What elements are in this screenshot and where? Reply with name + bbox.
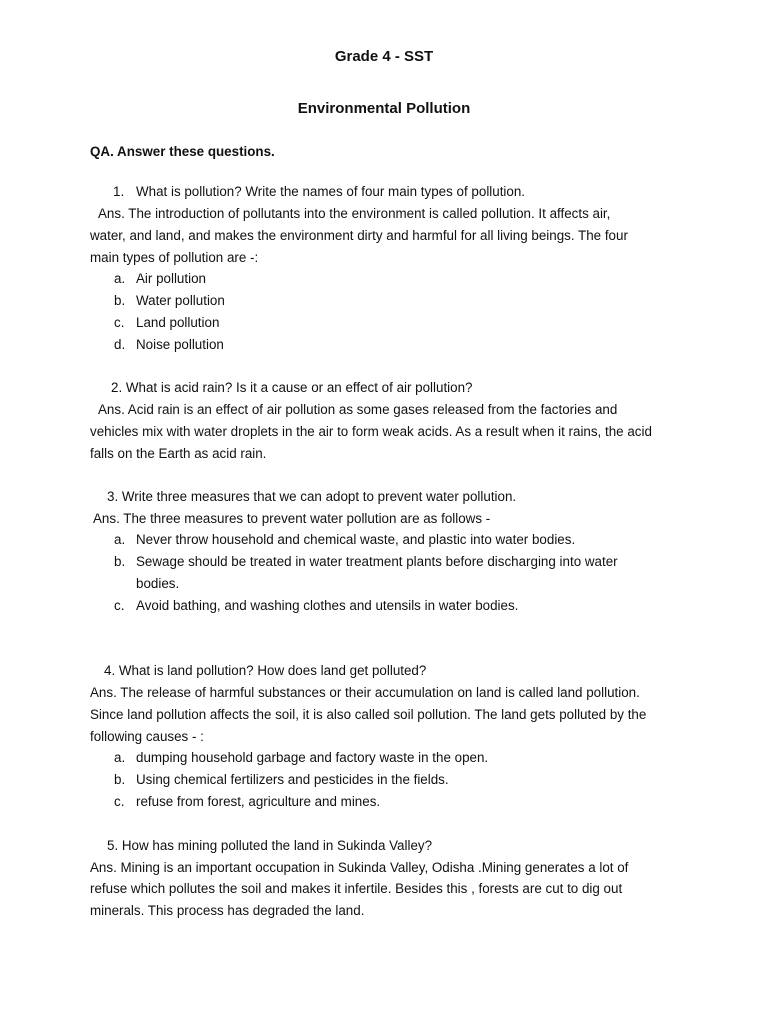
q1-item-text: Water pollution (136, 293, 225, 308)
q4-item-text: dumping household garbage and factory waste in the open. (136, 750, 489, 765)
q1-answer-line: water, and land, and makes the environment dirty and harmful for all living beings. The four (90, 228, 628, 243)
q2-question: 2. What is acid rain? Is it a cause or an effect of air pollution? (111, 380, 473, 395)
q4-item-marker: a. (114, 750, 126, 765)
q2-answer-line: vehicles mix with water droplets in the air to form weak acids. As a result when it rains, the acid (90, 424, 652, 439)
q1-item-text: Air pollution (136, 271, 206, 286)
q4-answer-line: following causes - : (90, 729, 204, 744)
q1-question: What is pollution? Write the names of four main types of pollution. (136, 184, 526, 199)
q4-item-text: Using chemical fertilizers and pesticides in the fields. (136, 772, 449, 787)
q4-answer-line: Ans. The release of harmful substances or their accumulation on land is called land pollution. (90, 685, 640, 700)
q1-answer-line: main types of pollution are -: (90, 250, 259, 265)
q3-item-text: bodies. (136, 576, 180, 591)
q4-item-marker: b. (114, 772, 126, 787)
q5-answer-line: refuse which pollutes the soil and makes it infertile. Besides this , forests are cut to dig out (90, 881, 623, 896)
q3-item-marker: b. (114, 554, 126, 569)
q4-item-text: refuse from forest, agriculture and mines. (136, 794, 381, 809)
q3-item-marker: a. (114, 532, 126, 547)
q2-answer-line: Ans. Acid rain is an effect of air pollution as some gases released from the factories and (98, 402, 618, 417)
q1-item-text: Noise pollution (136, 337, 224, 352)
q5-question: 5. How has mining polluted the land in Sukinda Valley? (107, 838, 433, 853)
q3-item-text: Never throw household and chemical waste, and plastic into water bodies. (136, 532, 576, 547)
q5-answer-line: Ans. Mining is an important occupation in Sukinda Valley, Odisha .Mining generates a lot of (90, 860, 629, 875)
q2-answer-line: falls on the Earth as acid rain. (90, 446, 267, 461)
document-subtitle: Environmental Pollution (297, 100, 471, 117)
q3-item-marker: c. (114, 598, 125, 613)
q1-item-marker: d. (114, 337, 126, 352)
q1-item-marker: c. (114, 315, 125, 330)
q4-answer-line: Since land pollution affects the soil, it is also called soil pollution. The land gets polluted by the (90, 707, 647, 722)
q3-item-text: Avoid bathing, and washing clothes and utensils in water bodies. (136, 598, 519, 613)
q1-item-marker: b. (114, 293, 126, 308)
q3-question: 3. Write three measures that we can adopt to prevent water pollution. (107, 489, 517, 504)
q5-answer-line: minerals. This process has degraded the land. (90, 903, 365, 918)
document-title: Grade 4 - SST (334, 48, 434, 65)
q4-question: 4. What is land pollution? How does land get polluted? (104, 663, 427, 678)
q3-item-text: Sewage should be treated in water treatment plants before discharging into water (136, 554, 618, 569)
q3-answer-line: Ans. The three measures to prevent water pollution are as follows - (93, 511, 491, 526)
q4-item-marker: c. (114, 794, 125, 809)
q1-item-text: Land pollution (136, 315, 220, 330)
section-heading: QA. Answer these questions. (90, 144, 275, 159)
q1-number: 1. (113, 184, 125, 199)
q1-answer-line: Ans. The introduction of pollutants into the environment is called pollution. It affects air, (98, 206, 611, 221)
q1-item-marker: a. (114, 271, 126, 286)
